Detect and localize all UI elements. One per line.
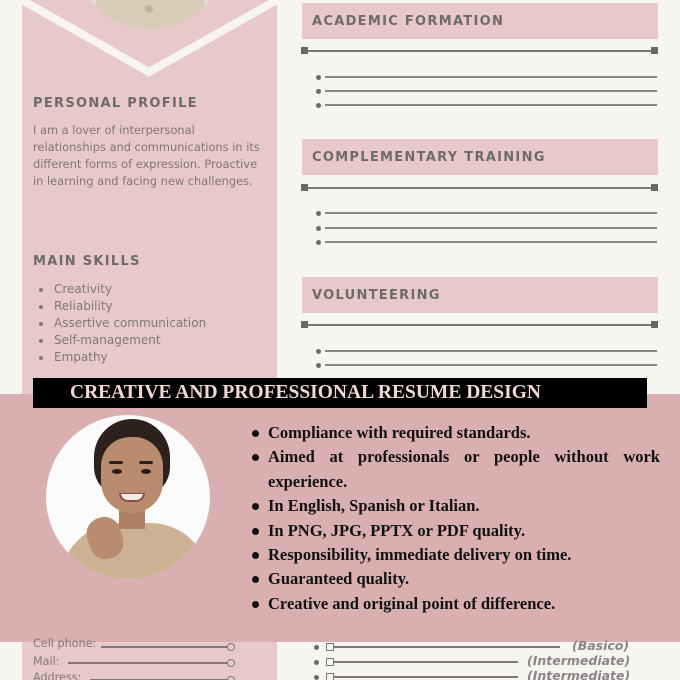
section-divider	[302, 50, 657, 52]
list-item: Reliability	[38, 298, 206, 315]
top-photo-crop	[75, 0, 225, 30]
list-item: Responsibility, immediate delivery on time.	[250, 543, 660, 567]
list-item: Creativity	[38, 281, 206, 298]
bullet-dot	[316, 363, 321, 368]
bullet-dot	[316, 226, 321, 231]
bullet-dot	[316, 103, 321, 108]
list-item: Compliance with required standards.	[250, 421, 660, 445]
language-line	[328, 646, 560, 648]
bullet-dot	[316, 349, 321, 354]
list-item: Creative and original point of difference.	[250, 592, 660, 616]
section-title: VOLUNTEERING	[312, 288, 441, 303]
contact-mail-label: Mail:	[33, 655, 60, 668]
personal-profile-heading: PERSONAL PROFILE	[33, 96, 198, 111]
language-line	[328, 661, 518, 663]
bullet-dot	[316, 89, 321, 94]
section-divider	[302, 187, 657, 189]
language-level: (Intermediate)	[527, 668, 631, 680]
promo-title: CREATIVE AND PROFESSIONAL RESUME DESIGN	[33, 378, 647, 408]
list-item: Aimed at professionals or people without work experience.	[250, 445, 660, 494]
list-item: In English, Spanish or Italian.	[250, 494, 660, 518]
list-item: Empathy	[38, 349, 206, 366]
section-title: ACADEMIC FORMATION	[312, 14, 505, 29]
language-level: (Intermediate)	[527, 653, 631, 668]
section-title: COMPLEMENTARY TRAINING	[312, 150, 546, 165]
portrait-photo	[46, 415, 210, 579]
contact-address-label: Address:	[33, 671, 82, 680]
placeholder-line	[325, 212, 657, 214]
placeholder-line	[325, 350, 657, 352]
bullet-dot	[314, 660, 319, 665]
bullet-dot	[316, 240, 321, 245]
language-line	[328, 676, 518, 678]
language-level: (Basico)	[572, 638, 630, 653]
skills-list	[38, 281, 206, 366]
personal-profile-text: I am a lover of interpersonal relationships and communications in its different forms of expression. Proactive in learning and facing new challenges.	[33, 123, 260, 188]
main-skills-heading: MAIN SKILLS	[33, 254, 141, 269]
section-divider	[302, 324, 657, 326]
list-item: Guaranteed quality.	[250, 567, 660, 591]
feature-list	[250, 421, 660, 616]
section-volunteering	[302, 277, 658, 313]
list-item: In PNG, JPG, PPTX or PDF quality.	[250, 519, 660, 543]
placeholder-line	[325, 364, 657, 366]
bullet-dot	[314, 645, 319, 650]
placeholder-line	[325, 227, 657, 229]
bullet-dot	[316, 211, 321, 216]
bullet-dot	[316, 75, 321, 80]
placeholder-line	[325, 90, 657, 92]
placeholder-line	[325, 241, 657, 243]
section-academic-formation	[302, 3, 658, 39]
bullet-dot	[314, 675, 319, 680]
section-complementary-training	[302, 139, 658, 175]
list-item: Assertive communication	[38, 315, 206, 332]
contact-line	[68, 662, 231, 664]
contact-line	[101, 646, 231, 648]
contact-cell-phone-label: Cell phone:	[33, 637, 97, 650]
placeholder-line	[325, 104, 657, 106]
placeholder-line	[325, 76, 657, 78]
list-item: Self-management	[38, 332, 206, 349]
